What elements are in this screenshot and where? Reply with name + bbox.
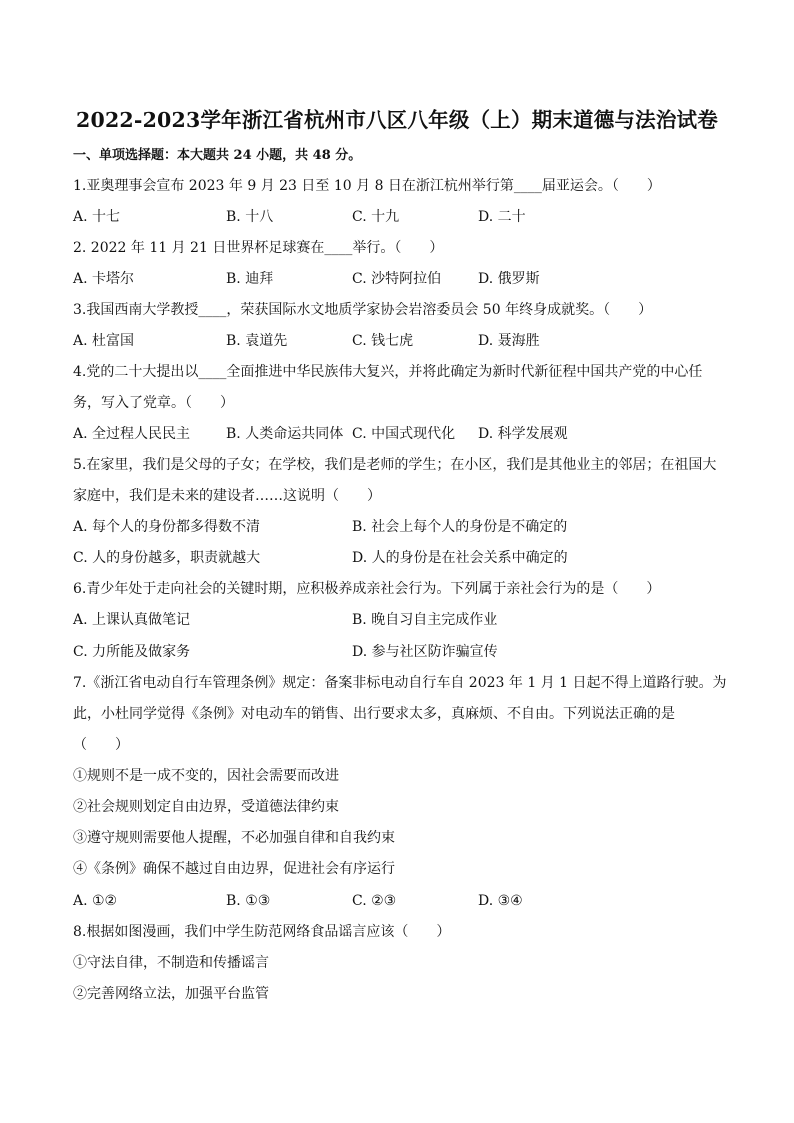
q7-statement-2: ②社会规则划定自由边界，受道德法律约束 xyxy=(73,799,339,815)
q4-option-a: A. 全过程人民民主 xyxy=(73,426,191,442)
page-title: 2022-2023学年浙江省杭州市八区八年级（上）期末道德与法治试卷 xyxy=(76,108,718,132)
question-4-stem-line2: 务，写入了党章。（ ） xyxy=(73,395,234,411)
q1-option-d: D. 二十 xyxy=(478,209,526,225)
q5-option-a: A. 每个人的身份都多得数不清 xyxy=(73,519,261,535)
q3-option-d: D. 聂海胜 xyxy=(478,333,540,349)
q2-option-c: C. 沙特阿拉伯 xyxy=(352,271,442,287)
q2-option-d: D. 俄罗斯 xyxy=(478,271,540,287)
q8-statement-1: ①守法自律，不制造和传播谣言 xyxy=(73,955,269,971)
question-5-stem-line1: 5.在家里，我们是父母的子女；在学校，我们是老师的学生；在小区，我们是其他业主的邻居；在祖国大 xyxy=(73,457,717,473)
q7-option-c: C. ②③ xyxy=(352,893,397,909)
q2-option-a: A. 卡塔尔 xyxy=(73,271,135,287)
q4-option-c: C. 中国式现代化 xyxy=(352,426,456,442)
q5-option-b: B. 社会上每个人的身份是不确定的 xyxy=(352,519,568,535)
question-1-stem: 1.亚奥理事会宣布 2023 年 9 月 23 日至 10 月 8 日在浙江杭州举行第____届亚运会。（ ） xyxy=(73,178,661,194)
q1-option-a: A. 十七 xyxy=(73,209,121,225)
question-3-stem: 3.我国西南大学教授____，荣获国际水文地质学家协会岩溶委员会 50 年终身成就奖。（ ） xyxy=(73,302,653,318)
q6-option-c: C. 力所能及做家务 xyxy=(73,644,191,660)
question-7-stem-line1: 7.《浙江省电动自行车管理条例》规定：备案非标电动自行车自 2023 年 1 月 1 日起不得上道路行驶。为 xyxy=(73,675,727,691)
q7-option-b: B. ①③ xyxy=(226,893,271,909)
q7-option-d: D. ③④ xyxy=(478,893,523,909)
q7-statement-4: ④《条例》确保不越过自由边界，促进社会有序运行 xyxy=(73,861,395,877)
q1-option-c: C. 十九 xyxy=(352,209,400,225)
q5-option-d: D. 人的身份是在社会关系中确定的 xyxy=(352,550,568,566)
question-8-stem: 8.根据如图漫画，我们中学生防范网络食品谣言应该（ ） xyxy=(73,924,451,940)
question-7-stem-line2: 此，小杜同学觉得《条例》对电动车的销售、出行要求太多，真麻烦、不自由。下列说法正确的是 xyxy=(73,706,675,722)
q6-option-a: A. 上课认真做笔记 xyxy=(73,612,191,628)
question-7-stem-line3: （ ） xyxy=(73,737,129,753)
q6-option-b: B. 晚自习自主完成作业 xyxy=(352,612,498,628)
q8-statement-2: ②完善网络立法，加强平台监管 xyxy=(73,986,269,1002)
q3-option-b: B. 袁道先 xyxy=(226,333,288,349)
q7-statement-3: ③遵守规则需要他人提醒，不必加强自律和自我约束 xyxy=(73,830,395,846)
q6-option-d: D. 参与社区防诈骗宣传 xyxy=(352,644,498,660)
section-heading: 一、单项选择题：本大题共 24 小题，共 48 分。 xyxy=(73,148,362,163)
q4-option-b: B. 人类命运共同体 xyxy=(226,426,344,442)
q3-option-a: A. 杜富国 xyxy=(73,333,135,349)
q7-option-a: A. ①② xyxy=(73,893,118,909)
question-2-stem: 2. 2022 年 11 月 21 日世界杯足球赛在____举行。（ ） xyxy=(73,240,444,256)
question-6-stem: 6.青少年处于走向社会的关键时期，应积极养成亲社会行为。下列属于亲社会行为的是（ ） xyxy=(73,581,661,597)
q1-option-b: B. 十八 xyxy=(226,209,274,225)
q2-option-b: B. 迪拜 xyxy=(226,271,274,287)
q7-statement-1: ①规则不是一成不变的，因社会需要而改进 xyxy=(73,768,339,784)
question-5-stem-line2: 家庭中，我们是未来的建设者……这说明（ ） xyxy=(73,488,381,504)
q3-option-c: C. 钱七虎 xyxy=(352,333,414,349)
q5-option-c: C. 人的身份越多，职责就越大 xyxy=(73,550,261,566)
question-4-stem-line1: 4.党的二十大提出以____全面推进中华民族伟大复兴，并将此确定为新时代新征程中国共产党的中心任 xyxy=(73,364,703,380)
q4-option-d: D. 科学发展观 xyxy=(478,426,568,442)
